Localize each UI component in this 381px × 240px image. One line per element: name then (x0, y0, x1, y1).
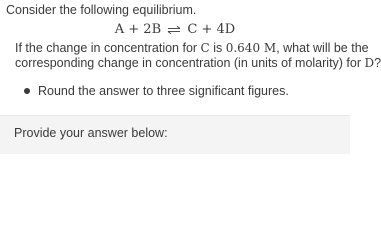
chemical-equation (0, 22, 350, 38)
bullet-icon (24, 88, 30, 94)
species-c: C (200, 41, 210, 55)
intro-text: Consider the following equilibrium. (6, 3, 197, 17)
rounding-instruction (24, 84, 289, 99)
equation-products: C + 4D (187, 22, 236, 37)
answer-area (0, 115, 350, 154)
answer-prompt: Provide your answer below: (14, 126, 168, 140)
question-text-part: , what will be the (276, 41, 369, 55)
question-text-part: is (209, 41, 226, 55)
question-text-part: corresponding change in concentration (in units of molarity) for (15, 56, 365, 70)
question-text (15, 41, 381, 71)
species-d: D (364, 56, 375, 70)
equilibrium-arrows-icon (167, 25, 181, 35)
equation-reactants: A + 2B (114, 22, 162, 37)
question-line-2 (15, 56, 381, 71)
concentration-value: 0.640 M (225, 41, 277, 55)
question-text-part: If the change in concentration for (15, 41, 201, 55)
instruction-text: Round the answer to three significant figures. (38, 84, 289, 98)
question-line-1 (15, 41, 369, 56)
question-text-part: ? (374, 56, 381, 70)
